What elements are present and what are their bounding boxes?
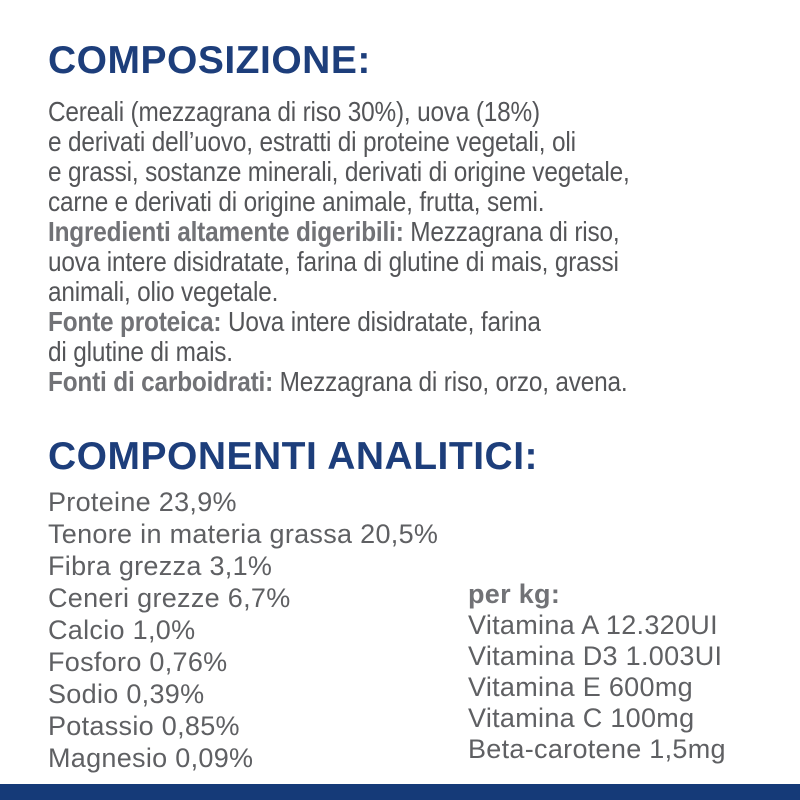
- analytical-value: Calcio 1,0%: [48, 615, 196, 645]
- composition-lead-in: Fonte proteica:: [48, 306, 222, 337]
- analytical-values-list: [48, 486, 438, 774]
- composition-line: [48, 277, 683, 307]
- per-kg-value: Vitamina D3 1.003UI: [468, 641, 723, 671]
- per-kg-value: Vitamina E 600mg: [468, 672, 693, 702]
- composition-text: Cereali (mezzagrana di riso 30%), uova (18%): [48, 96, 540, 127]
- composition-line: [48, 337, 683, 367]
- composition-text: animali, olio vegetale.: [48, 276, 279, 307]
- composition-text: di glutine di mais.: [48, 336, 233, 367]
- composition-line: [48, 127, 683, 157]
- analytical-value: Fibra grezza 3,1%: [48, 551, 273, 581]
- composition-line: [48, 307, 683, 337]
- per-kg-value: Vitamina C 100mg: [468, 703, 695, 733]
- footer-bar: [0, 784, 800, 800]
- composition-line: [48, 97, 683, 127]
- analytical-value: Ceneri grezze 6,7%: [48, 583, 291, 613]
- composition-text: Mezzagrana di riso,: [403, 216, 620, 247]
- composition-lead-in: Fonti di carboidrati:: [48, 366, 274, 397]
- composition-text: Uova intere disidratate, farina: [221, 306, 541, 337]
- composition-heading: COMPOSIZIONE:: [48, 39, 371, 82]
- analytical-value: Proteine 23,9%: [48, 487, 237, 517]
- composition-text: Mezzagrana di riso, orzo, avena.: [273, 366, 628, 397]
- per-kg-vitamins-list: [468, 579, 726, 765]
- analytical-value: Sodio 0,39%: [48, 679, 205, 709]
- analytical-value: Magnesio 0,09%: [48, 743, 254, 773]
- analytical-value: Potassio 0,85%: [48, 711, 240, 741]
- per-kg-heading: per kg:: [468, 579, 561, 609]
- composition-text: uova intere disidratate, farina di glutine di mais, grassi: [48, 246, 619, 277]
- analytical-value: Fosforo 0,76%: [48, 647, 228, 677]
- composition-text: e derivati dell’uovo, estratti di proteine vegetali, oli: [48, 126, 576, 157]
- per-kg-value: Beta-carotene 1,5mg: [468, 734, 726, 764]
- per-kg-value: Vitamina A 12.320UI: [468, 610, 718, 640]
- composition-line: [48, 157, 683, 187]
- composition-line: [48, 217, 683, 247]
- composition-lead-in: Ingredienti altamente digeribili:: [48, 216, 404, 247]
- composition-line: [48, 187, 683, 217]
- analytical-components-heading: COMPONENTI ANALITICI:: [48, 435, 539, 478]
- composition-text: carne e derivati di origine animale, frutta, semi.: [48, 186, 545, 217]
- composition-text: e grassi, sostanze minerali, derivati di origine vegetale,: [48, 156, 630, 187]
- composition-paragraph: [48, 97, 778, 397]
- analytical-value: Tenore in materia grassa 20,5%: [48, 519, 439, 549]
- composition-line: [48, 367, 683, 397]
- composition-line: [48, 247, 683, 277]
